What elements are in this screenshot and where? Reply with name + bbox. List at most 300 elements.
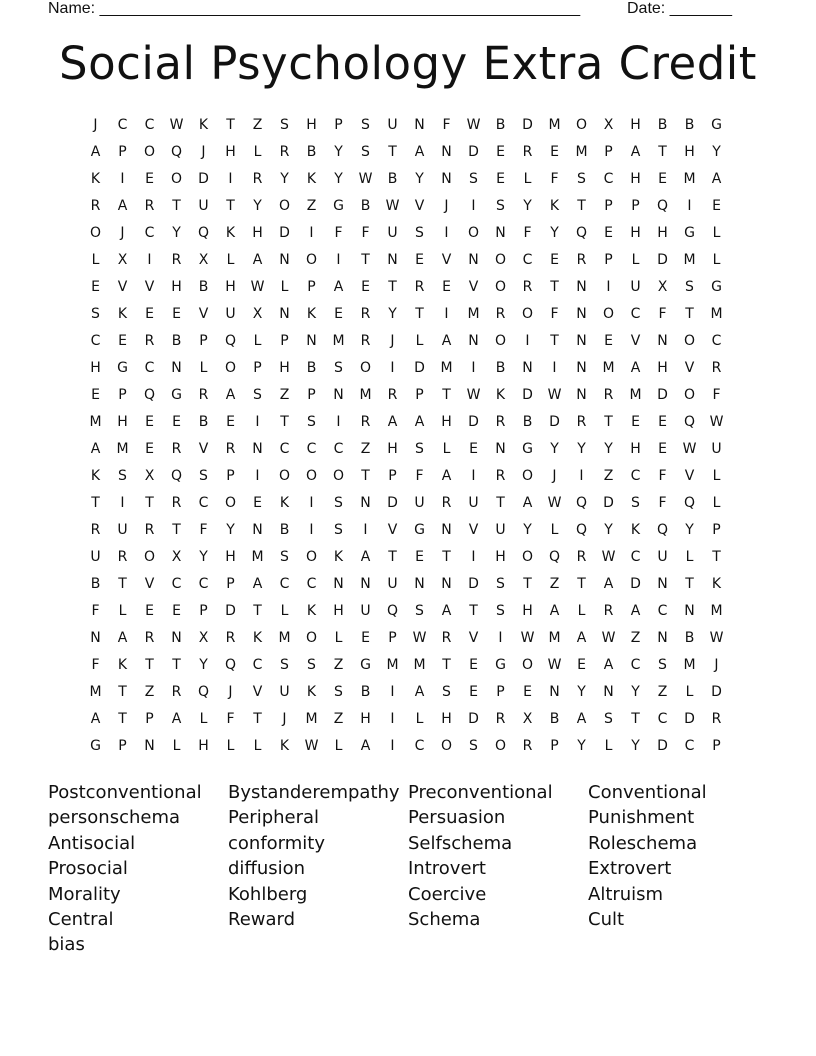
grid-letter: E	[172, 602, 181, 619]
grid-letter: F	[658, 305, 667, 322]
grid-letter: E	[172, 305, 181, 322]
grid-letter: L	[415, 710, 424, 727]
grid-letter: K	[495, 386, 506, 403]
grid-letter: N	[279, 305, 290, 322]
grid-letter: M	[332, 332, 345, 349]
grid-letter: N	[657, 629, 668, 646]
grid-letter: C	[414, 737, 425, 754]
grid-letter: Z	[333, 710, 344, 727]
grid-letter: T	[496, 494, 505, 511]
grid-letter: Q	[197, 224, 210, 241]
grid-letter: W	[547, 656, 562, 673]
grid-letter: P	[226, 467, 235, 484]
grid-letter: Z	[360, 440, 371, 457]
grid-letter: I	[255, 413, 260, 430]
grid-letter: W	[466, 386, 481, 403]
grid-letter: T	[658, 143, 667, 160]
grid-letter: H	[252, 224, 263, 241]
grid-letter: M	[359, 386, 372, 403]
grid-letter: W	[709, 413, 724, 430]
grid-letter: C	[90, 332, 101, 349]
grid-letter: E	[361, 629, 370, 646]
grid-letter: V	[414, 197, 425, 214]
grid-letter: E	[712, 197, 721, 214]
grid-letter: E	[415, 548, 424, 565]
grid-letter: M	[683, 170, 696, 187]
grid-letter: Y	[523, 197, 532, 214]
grid-letter: Y	[577, 737, 586, 754]
grid-letter: K	[117, 656, 128, 673]
grid-letter: K	[279, 737, 290, 754]
grid-letter: O	[143, 548, 156, 565]
grid-letter: B	[684, 116, 695, 133]
grid-letter: S	[685, 278, 694, 295]
grid-letter: B	[684, 629, 695, 646]
grid-letter: L	[280, 602, 289, 619]
grid-letter: A	[441, 602, 452, 619]
grid-letter: W	[682, 440, 697, 457]
grid-letter: S	[442, 683, 451, 700]
grid-letter: O	[440, 737, 453, 754]
grid-letter: P	[712, 737, 721, 754]
grid-letter: M	[89, 683, 102, 700]
grid-letter: K	[630, 521, 641, 538]
grid-letter: O	[521, 305, 534, 322]
grid-letter: P	[307, 386, 316, 403]
grid-letter: N	[576, 278, 587, 295]
grid-letter: E	[442, 278, 451, 295]
grid-letter: H	[117, 413, 128, 430]
grid-letter: N	[441, 143, 452, 160]
grid-letter: N	[360, 494, 371, 511]
grid-letter: A	[90, 440, 101, 457]
grid-letter: E	[604, 332, 613, 349]
word-bank-item: Peripheral	[228, 807, 320, 829]
word-bank-item: Punishment	[588, 807, 695, 829]
grid-letter: C	[144, 116, 155, 133]
grid-letter: P	[118, 143, 127, 160]
grid-letter: X	[117, 251, 128, 268]
grid-letter: M	[278, 629, 291, 646]
grid-letter: E	[496, 143, 505, 160]
grid-letter: W	[601, 548, 616, 565]
grid-letter: R	[171, 683, 182, 700]
grid-letter: P	[307, 278, 316, 295]
grid-letter: N	[576, 332, 587, 349]
grid-letter: I	[363, 521, 368, 538]
grid-letter: W	[358, 170, 373, 187]
grid-letter: F	[550, 170, 559, 187]
grid-letter: Q	[683, 494, 696, 511]
grid-letter: R	[225, 629, 236, 646]
grid-letter: Q	[548, 548, 561, 565]
grid-letter: P	[253, 359, 262, 376]
grid-letter: C	[630, 305, 641, 322]
grid-letter: M	[548, 629, 561, 646]
grid-letter: O	[278, 197, 291, 214]
grid-letter: A	[576, 629, 587, 646]
grid-letter: S	[415, 602, 424, 619]
grid-letter: I	[147, 251, 152, 268]
grid-letter: E	[523, 683, 532, 700]
grid-letter: D	[630, 575, 641, 592]
grid-letter: V	[198, 305, 209, 322]
grid-letter: N	[279, 251, 290, 268]
grid-letter: H	[630, 224, 641, 241]
grid-letter: K	[252, 629, 263, 646]
grid-letter: F	[658, 494, 667, 511]
grid-letter: C	[279, 440, 290, 457]
grid-letter: R	[225, 440, 236, 457]
grid-letter: U	[711, 440, 722, 457]
grid-letter: L	[253, 143, 262, 160]
grid-letter: R	[171, 494, 182, 511]
grid-letter: J	[120, 224, 125, 241]
grid-letter: U	[414, 494, 425, 511]
grid-letter: N	[441, 170, 452, 187]
grid-letter: I	[471, 467, 476, 484]
grid-letter: H	[171, 278, 182, 295]
grid-letter: K	[117, 305, 128, 322]
grid-letter: E	[145, 305, 154, 322]
grid-letter: O	[305, 629, 318, 646]
grid-letter: E	[577, 656, 586, 673]
grid-letter: L	[550, 521, 559, 538]
grid-letter: G	[711, 116, 722, 133]
grid-letter: L	[685, 548, 694, 565]
grid-letter: S	[307, 413, 316, 430]
grid-letter: Y	[280, 170, 289, 187]
grid-letter: A	[90, 143, 101, 160]
grid-letter: L	[631, 251, 640, 268]
grid-letter: O	[224, 494, 237, 511]
grid-letter: Z	[252, 116, 263, 133]
grid-letter: K	[198, 116, 209, 133]
grid-letter: D	[279, 224, 290, 241]
grid-letter: A	[414, 683, 425, 700]
grid-row	[82, 516, 730, 543]
grid-letter: A	[711, 170, 722, 187]
grid-letter: U	[387, 224, 398, 241]
grid-letter: A	[414, 413, 425, 430]
grid-letter: O	[683, 386, 696, 403]
grid-letter: D	[522, 386, 533, 403]
grid-letter: R	[90, 197, 101, 214]
grid-letter: L	[118, 602, 127, 619]
grid-letter: Q	[197, 683, 210, 700]
grid-row	[82, 462, 730, 489]
grid-letter: C	[144, 359, 155, 376]
grid-letter: S	[334, 359, 343, 376]
grid-letter: I	[336, 413, 341, 430]
grid-letter: H	[279, 359, 290, 376]
grid-letter: B	[198, 413, 209, 430]
word-bank-item: Introvert	[408, 858, 486, 880]
grid-letter: M	[440, 359, 453, 376]
grid-letter: A	[117, 197, 128, 214]
grid-letter: H	[441, 413, 452, 430]
grid-letter: Q	[575, 224, 588, 241]
grid-letter: K	[333, 548, 344, 565]
grid-letter: W	[169, 116, 184, 133]
grid-letter: G	[684, 224, 695, 241]
word-search-grid	[82, 111, 730, 759]
grid-letter: S	[631, 494, 640, 511]
grid-letter: Y	[550, 224, 559, 241]
grid-letter: X	[144, 467, 155, 484]
grid-letter: R	[279, 143, 290, 160]
grid-letter: R	[144, 521, 155, 538]
grid-letter: Z	[306, 197, 317, 214]
grid-letter: X	[171, 548, 182, 565]
grid-letter: A	[603, 656, 614, 673]
grid-letter: R	[360, 305, 371, 322]
grid-letter: I	[120, 494, 125, 511]
grid-letter: W	[520, 629, 535, 646]
grid-letter: L	[523, 170, 532, 187]
grid-letter: T	[415, 305, 424, 322]
grid-letter: A	[171, 710, 182, 727]
grid-letter: D	[684, 710, 695, 727]
grid-letter: I	[309, 494, 314, 511]
grid-letter: J	[201, 143, 206, 160]
grid-letter: N	[252, 521, 263, 538]
grid-letter: M	[710, 305, 723, 322]
grid-letter: K	[90, 170, 101, 187]
grid-letter: I	[471, 548, 476, 565]
grid-letter: E	[631, 413, 640, 430]
grid-letter: E	[469, 656, 478, 673]
grid-letter: G	[360, 656, 371, 673]
grid-letter: K	[306, 170, 317, 187]
grid-letter: T	[388, 278, 397, 295]
grid-row	[82, 435, 730, 462]
grid-letter: A	[630, 143, 641, 160]
grid-letter: M	[683, 656, 696, 673]
grid-letter: U	[387, 116, 398, 133]
grid-letter: L	[442, 440, 451, 457]
grid-letter: C	[117, 116, 128, 133]
page-title: Social Psychology Extra Credit	[59, 37, 757, 90]
grid-letter: A	[549, 602, 560, 619]
grid-letter: N	[414, 575, 425, 592]
grid-letter: Y	[199, 656, 208, 673]
grid-letter: Y	[685, 521, 694, 538]
grid-letter: L	[226, 737, 235, 754]
grid-letter: T	[388, 143, 397, 160]
grid-letter: E	[496, 170, 505, 187]
grid-letter: T	[712, 548, 721, 565]
grid-letter: G	[711, 278, 722, 295]
grid-letter: T	[631, 710, 640, 727]
grid-letter: G	[90, 737, 101, 754]
grid-letter: R	[171, 251, 182, 268]
grid-letter: J	[444, 197, 449, 214]
grid-letter: A	[522, 494, 533, 511]
grid-letter: E	[550, 251, 559, 268]
grid-letter: T	[550, 332, 559, 349]
grid-letter: S	[280, 656, 289, 673]
grid-letter: H	[360, 710, 371, 727]
grid-letter: T	[118, 710, 127, 727]
grid-letter: R	[522, 737, 533, 754]
grid-letter: A	[225, 386, 236, 403]
grid-row	[82, 597, 730, 624]
grid-letter: P	[280, 332, 289, 349]
grid-letter: N	[657, 575, 668, 592]
grid-letter: C	[252, 656, 263, 673]
grid-letter: N	[90, 629, 101, 646]
grid-letter: V	[252, 683, 263, 700]
grid-letter: S	[280, 116, 289, 133]
grid-letter: F	[91, 602, 100, 619]
word-bank-item: Central	[48, 908, 114, 930]
grid-letter: V	[144, 575, 155, 592]
grid-letter: O	[305, 251, 318, 268]
grid-letter: H	[630, 440, 641, 457]
grid-letter: I	[336, 251, 341, 268]
grid-row	[82, 273, 730, 300]
grid-letter: T	[685, 305, 694, 322]
grid-letter: N	[522, 359, 533, 376]
grid-letter: C	[198, 494, 209, 511]
grid-letter: R	[252, 170, 263, 187]
grid-letter: H	[225, 278, 236, 295]
grid-letter: E	[658, 413, 667, 430]
grid-letter: G	[171, 386, 182, 403]
grid-letter: U	[117, 521, 128, 538]
grid-letter: O	[278, 467, 291, 484]
grid-letter: K	[306, 305, 317, 322]
grid-letter: R	[522, 143, 533, 160]
grid-letter: V	[684, 359, 695, 376]
grid-letter: B	[198, 278, 209, 295]
grid-letter: R	[387, 386, 398, 403]
grid-letter: B	[360, 683, 371, 700]
grid-letter: O	[89, 224, 102, 241]
grid-letter: M	[413, 656, 426, 673]
grid-letter: S	[199, 467, 208, 484]
grid-letter: L	[415, 332, 424, 349]
grid-letter: E	[91, 278, 100, 295]
grid-letter: W	[250, 278, 265, 295]
grid-letter: T	[91, 494, 100, 511]
grid-letter: V	[630, 332, 641, 349]
grid-letter: K	[711, 575, 722, 592]
grid-letter: B	[387, 170, 398, 187]
grid-letter: S	[577, 170, 586, 187]
grid-letter: G	[333, 197, 344, 214]
grid-letter: I	[444, 305, 449, 322]
grid-letter: P	[550, 737, 559, 754]
grid-letter: U	[468, 494, 479, 511]
grid-letter: U	[387, 575, 398, 592]
grid-row	[82, 300, 730, 327]
grid-letter: L	[91, 251, 100, 268]
word-bank-item: conformity	[228, 832, 325, 854]
grid-letter: F	[334, 224, 343, 241]
grid-letter: L	[253, 737, 262, 754]
grid-letter: H	[657, 224, 668, 241]
grid-letter: N	[549, 683, 560, 700]
grid-letter: Z	[144, 683, 155, 700]
grid-letter: S	[658, 656, 667, 673]
grid-letter: D	[414, 359, 425, 376]
grid-letter: L	[253, 332, 262, 349]
grid-letter: P	[604, 143, 613, 160]
grid-letter: G	[522, 440, 533, 457]
grid-letter: H	[333, 602, 344, 619]
grid-letter: X	[252, 305, 263, 322]
grid-letter: Q	[170, 143, 183, 160]
grid-letter: D	[657, 251, 668, 268]
grid-letter: C	[711, 332, 722, 349]
grid-letter: E	[550, 143, 559, 160]
grid-letter: G	[495, 656, 506, 673]
grid-letter: O	[170, 170, 183, 187]
grid-letter: A	[387, 413, 398, 430]
word-bank-item: Reward	[228, 908, 296, 930]
grid-row	[82, 732, 730, 759]
grid-row	[82, 354, 730, 381]
grid-letter: R	[576, 251, 587, 268]
grid-letter: Q	[170, 467, 183, 484]
grid-letter: C	[684, 737, 695, 754]
grid-letter: D	[387, 494, 398, 511]
grid-letter: D	[468, 143, 479, 160]
grid-letter: J	[714, 656, 719, 673]
grid-letter: Y	[334, 143, 343, 160]
grid-letter: N	[576, 359, 587, 376]
grid-letter: L	[334, 629, 343, 646]
grid-letter: W	[709, 629, 724, 646]
grid-letter: T	[685, 575, 694, 592]
grid-letter: E	[118, 332, 127, 349]
grid-letter: R	[576, 548, 587, 565]
grid-letter: P	[199, 602, 208, 619]
grid-letter: N	[171, 359, 182, 376]
grid-row	[82, 705, 730, 732]
word-bank-item: Altruism	[588, 883, 664, 905]
grid-letter: Y	[172, 224, 181, 241]
grid-letter: M	[710, 602, 723, 619]
grid-letter: D	[603, 494, 614, 511]
grid-letter: C	[333, 440, 344, 457]
grid-letter: V	[144, 278, 155, 295]
grid-letter: I	[606, 278, 611, 295]
grid-letter: T	[145, 656, 154, 673]
word-bank-item: Preconventional	[408, 782, 553, 803]
grid-letter: J	[282, 710, 287, 727]
grid-letter: I	[444, 224, 449, 241]
grid-letter: Z	[333, 656, 344, 673]
grid-letter: E	[658, 170, 667, 187]
grid-letter: N	[360, 575, 371, 592]
grid-letter: C	[657, 602, 668, 619]
grid-letter: S	[307, 656, 316, 673]
grid-letter: B	[279, 521, 290, 538]
grid-letter: W	[466, 116, 481, 133]
grid-letter: K	[279, 494, 290, 511]
grid-letter: F	[523, 224, 532, 241]
grid-letter: G	[117, 359, 128, 376]
grid-letter: S	[334, 683, 343, 700]
grid-letter: C	[657, 710, 668, 727]
word-bank-item: Antisocial	[48, 832, 136, 854]
grid-letter: S	[496, 197, 505, 214]
grid-letter: B	[522, 413, 533, 430]
grid-letter: J	[228, 683, 233, 700]
